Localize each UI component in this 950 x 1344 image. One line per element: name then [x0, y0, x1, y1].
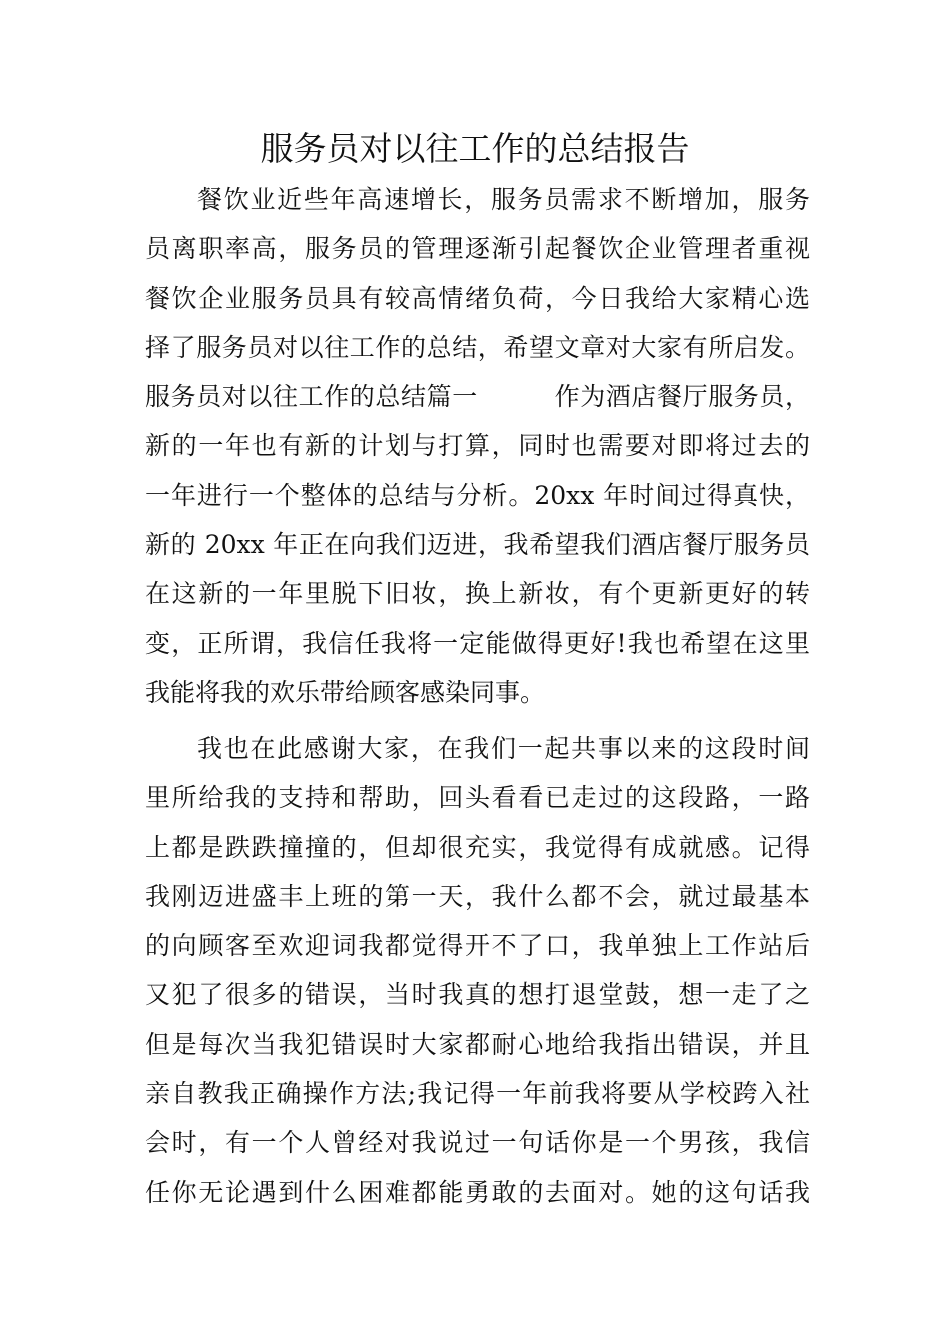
text-line: 员离职率高，服务员的管理逐渐引起餐饮企业管理者重视 [145, 234, 810, 264]
paragraph-1 [145, 175, 810, 717]
text-line: 新的一年也有新的计划与打算，同时也需要对即将过去的 [145, 431, 810, 461]
document-title: 服务员对以往工作的总结报告 [260, 129, 690, 168]
text-line: 餐饮业近些年高速增长，服务员需求不断增加，服务 [197, 185, 810, 214]
text-line: 我刚迈进盛丰上班的第一天，我什么都不会，就过最基本 [145, 881, 810, 911]
paragraph-2 [145, 724, 810, 1217]
text-line: 一年进行一个整体的总结与分析。20xx 年时间过得真快， [145, 480, 810, 510]
text-line: 我能将我的欢乐带给顾客感染同事。 [145, 677, 546, 707]
text-line: 择了服务员对以往工作的总结，希望文章对大家有所启发。 [145, 332, 810, 362]
text-line: 任你无论遇到什么困难都能勇敢的去面对。她的这句话我 [145, 1177, 810, 1207]
text-line: 亲自教我正确操作方法;我记得一年前我将要从学校跨入社 [145, 1079, 810, 1109]
text-line: 在这新的一年里脱下旧妆，换上新妆，有个更新更好的转 [145, 579, 810, 609]
text-line: 又犯了很多的错误，当时我真的想打退堂鼓，想一走了之 [145, 980, 810, 1010]
text-line: 餐饮企业服务员具有较高情绪负荷，今日我给大家精心选 [145, 283, 810, 313]
text-line: 里所给我的支持和帮助，回头看看已走过的这段路，一路 [145, 783, 810, 813]
text-line: 我也在此感谢大家，在我们一起共事以来的这段时间 [197, 734, 810, 763]
text-line: 变，正所谓，我信任我将一定能做得更好!我也希望在这里 [145, 628, 810, 658]
text-line: 会时，有一个人曾经对我说过一句话你是一个男孩，我信 [145, 1128, 810, 1158]
text-line: 但是每次当我犯错误时大家都耐心地给我指出错误，并且 [145, 1029, 810, 1059]
text-line: 上都是跌跌撞撞的，但却很充实，我觉得有成就感。记得 [145, 832, 810, 862]
text-line: 新的 20xx 年正在向我们迈进，我希望我们酒店餐厅服务员 [145, 530, 810, 560]
text-line: 的向顾客至欢迎词我都觉得开不了口，我单独上工作站后 [145, 931, 810, 961]
text-line: 服务员对以往工作的总结篇一 作为酒店餐厅服务员， [145, 382, 810, 412]
